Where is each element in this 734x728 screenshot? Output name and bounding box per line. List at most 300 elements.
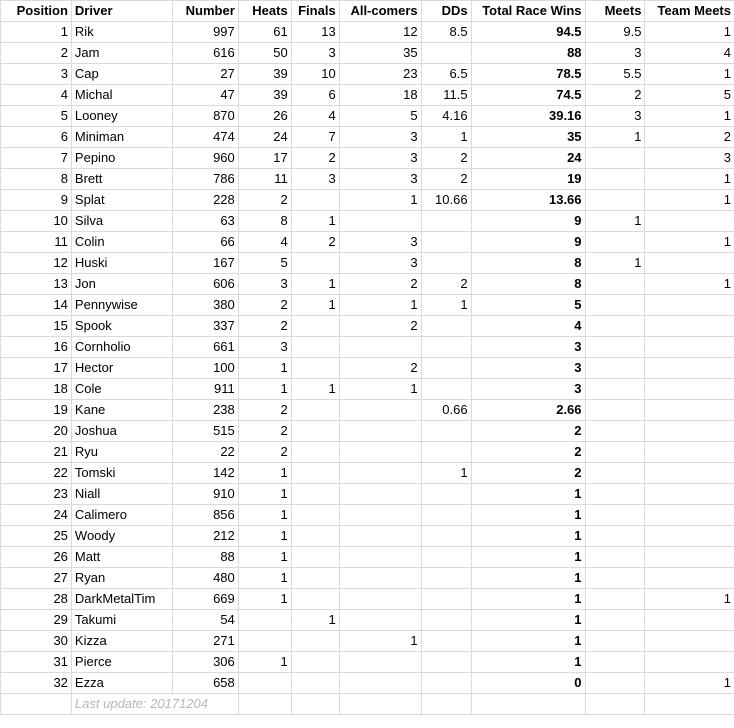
team-meets-cell[interactable]	[645, 463, 734, 484]
position-cell[interactable]: 9	[1, 190, 72, 211]
meets-cell[interactable]	[585, 547, 645, 568]
team-meets-cell[interactable]: 1	[645, 169, 734, 190]
total-race-wins-cell[interactable]: 13.66	[471, 190, 585, 211]
dds-cell[interactable]: 1	[421, 463, 471, 484]
finals-cell[interactable]	[291, 190, 339, 211]
number-cell[interactable]: 997	[172, 22, 238, 43]
finals-cell[interactable]: 1	[291, 379, 339, 400]
number-cell[interactable]: 47	[172, 85, 238, 106]
finals-cell[interactable]	[291, 673, 339, 694]
last-update-note[interactable]: Last update: 20171204	[71, 694, 238, 715]
meets-cell[interactable]	[585, 316, 645, 337]
heats-cell[interactable]: 39	[238, 64, 291, 85]
finals-cell[interactable]: 3	[291, 43, 339, 64]
total-race-wins-cell[interactable]: 1	[471, 652, 585, 673]
finals-cell[interactable]	[291, 505, 339, 526]
total-race-wins-cell[interactable]: 4	[471, 316, 585, 337]
position-cell[interactable]: 27	[1, 568, 72, 589]
heats-cell[interactable]: 2	[238, 400, 291, 421]
all-comers-cell[interactable]: 23	[339, 64, 421, 85]
dds-cell[interactable]: 4.16	[421, 106, 471, 127]
team-meets-cell[interactable]	[645, 526, 734, 547]
team-meets-cell[interactable]	[645, 442, 734, 463]
empty-cell[interactable]	[471, 694, 585, 715]
all-comers-cell[interactable]: 3	[339, 169, 421, 190]
dds-cell[interactable]	[421, 652, 471, 673]
driver-cell[interactable]: Jon	[71, 274, 172, 295]
number-cell[interactable]: 100	[172, 358, 238, 379]
number-cell[interactable]: 306	[172, 652, 238, 673]
all-comers-cell[interactable]	[339, 484, 421, 505]
driver-cell[interactable]: Cornholio	[71, 337, 172, 358]
team-meets-cell[interactable]: 1	[645, 589, 734, 610]
all-comers-cell[interactable]	[339, 673, 421, 694]
heats-cell[interactable]: 1	[238, 589, 291, 610]
position-cell[interactable]: 10	[1, 211, 72, 232]
driver-cell[interactable]: Pennywise	[71, 295, 172, 316]
meets-cell[interactable]	[585, 505, 645, 526]
dds-cell[interactable]	[421, 211, 471, 232]
team-meets-cell[interactable]: 2	[645, 127, 734, 148]
dds-cell[interactable]	[421, 442, 471, 463]
heats-cell[interactable]: 2	[238, 316, 291, 337]
col-header-driver[interactable]: Driver	[71, 1, 172, 22]
finals-cell[interactable]: 13	[291, 22, 339, 43]
total-race-wins-cell[interactable]: 0	[471, 673, 585, 694]
total-race-wins-cell[interactable]: 19	[471, 169, 585, 190]
position-cell[interactable]: 8	[1, 169, 72, 190]
total-race-wins-cell[interactable]: 88	[471, 43, 585, 64]
number-cell[interactable]: 474	[172, 127, 238, 148]
position-cell[interactable]: 24	[1, 505, 72, 526]
driver-cell[interactable]: Huski	[71, 253, 172, 274]
meets-cell[interactable]	[585, 589, 645, 610]
all-comers-cell[interactable]: 1	[339, 190, 421, 211]
number-cell[interactable]: 167	[172, 253, 238, 274]
team-meets-cell[interactable]: 5	[645, 85, 734, 106]
col-header-all-comers[interactable]: All-comers	[339, 1, 421, 22]
total-race-wins-cell[interactable]: 1	[471, 589, 585, 610]
number-cell[interactable]: 669	[172, 589, 238, 610]
team-meets-cell[interactable]	[645, 505, 734, 526]
all-comers-cell[interactable]	[339, 505, 421, 526]
team-meets-cell[interactable]	[645, 337, 734, 358]
position-cell[interactable]: 12	[1, 253, 72, 274]
total-race-wins-cell[interactable]: 2	[471, 442, 585, 463]
number-cell[interactable]: 88	[172, 547, 238, 568]
finals-cell[interactable]: 6	[291, 85, 339, 106]
position-cell[interactable]: 22	[1, 463, 72, 484]
number-cell[interactable]: 142	[172, 463, 238, 484]
all-comers-cell[interactable]: 12	[339, 22, 421, 43]
number-cell[interactable]: 66	[172, 232, 238, 253]
all-comers-cell[interactable]	[339, 610, 421, 631]
heats-cell[interactable]: 1	[238, 463, 291, 484]
number-cell[interactable]: 960	[172, 148, 238, 169]
driver-cell[interactable]: Cap	[71, 64, 172, 85]
heats-cell[interactable]: 2	[238, 295, 291, 316]
driver-cell[interactable]: Michal	[71, 85, 172, 106]
meets-cell[interactable]	[585, 400, 645, 421]
number-cell[interactable]: 238	[172, 400, 238, 421]
finals-cell[interactable]	[291, 442, 339, 463]
team-meets-cell[interactable]	[645, 547, 734, 568]
number-cell[interactable]: 63	[172, 211, 238, 232]
meets-cell[interactable]	[585, 421, 645, 442]
team-meets-cell[interactable]	[645, 484, 734, 505]
all-comers-cell[interactable]: 1	[339, 295, 421, 316]
heats-cell[interactable]: 39	[238, 85, 291, 106]
col-header-finals[interactable]: Finals	[291, 1, 339, 22]
driver-cell[interactable]: Matt	[71, 547, 172, 568]
team-meets-cell[interactable]: 1	[645, 22, 734, 43]
meets-cell[interactable]: 1	[585, 127, 645, 148]
number-cell[interactable]: 22	[172, 442, 238, 463]
total-race-wins-cell[interactable]: 1	[471, 526, 585, 547]
team-meets-cell[interactable]	[645, 652, 734, 673]
dds-cell[interactable]: 0.66	[421, 400, 471, 421]
dds-cell[interactable]: 6.5	[421, 64, 471, 85]
finals-cell[interactable]	[291, 400, 339, 421]
dds-cell[interactable]: 1	[421, 295, 471, 316]
driver-cell[interactable]: Tomski	[71, 463, 172, 484]
finals-cell[interactable]	[291, 547, 339, 568]
dds-cell[interactable]	[421, 526, 471, 547]
position-cell[interactable]: 20	[1, 421, 72, 442]
heats-cell[interactable]: 2	[238, 442, 291, 463]
total-race-wins-cell[interactable]: 1	[471, 631, 585, 652]
position-cell[interactable]: 23	[1, 484, 72, 505]
position-cell[interactable]: 32	[1, 673, 72, 694]
heats-cell[interactable]: 8	[238, 211, 291, 232]
empty-cell[interactable]	[339, 694, 421, 715]
driver-cell[interactable]: Kane	[71, 400, 172, 421]
finals-cell[interactable]	[291, 337, 339, 358]
driver-cell[interactable]: Ryan	[71, 568, 172, 589]
team-meets-cell[interactable]	[645, 421, 734, 442]
heats-cell[interactable]	[238, 673, 291, 694]
team-meets-cell[interactable]	[645, 610, 734, 631]
position-cell[interactable]: 5	[1, 106, 72, 127]
meets-cell[interactable]	[585, 379, 645, 400]
heats-cell[interactable]: 2	[238, 421, 291, 442]
dds-cell[interactable]	[421, 484, 471, 505]
meets-cell[interactable]: 5.5	[585, 64, 645, 85]
all-comers-cell[interactable]: 3	[339, 148, 421, 169]
finals-cell[interactable]	[291, 484, 339, 505]
finals-cell[interactable]	[291, 652, 339, 673]
position-cell[interactable]: 6	[1, 127, 72, 148]
number-cell[interactable]: 228	[172, 190, 238, 211]
col-header-total-race-wins[interactable]: Total Race Wins	[471, 1, 585, 22]
number-cell[interactable]: 271	[172, 631, 238, 652]
number-cell[interactable]: 27	[172, 64, 238, 85]
meets-cell[interactable]	[585, 337, 645, 358]
dds-cell[interactable]	[421, 631, 471, 652]
position-cell[interactable]: 4	[1, 85, 72, 106]
all-comers-cell[interactable]	[339, 589, 421, 610]
driver-cell[interactable]: DarkMetalTim	[71, 589, 172, 610]
finals-cell[interactable]: 1	[291, 211, 339, 232]
total-race-wins-cell[interactable]: 2	[471, 463, 585, 484]
empty-cell[interactable]	[645, 694, 734, 715]
finals-cell[interactable]: 2	[291, 232, 339, 253]
team-meets-cell[interactable]: 3	[645, 148, 734, 169]
dds-cell[interactable]	[421, 568, 471, 589]
position-cell[interactable]: 25	[1, 526, 72, 547]
col-header-heats[interactable]: Heats	[238, 1, 291, 22]
position-cell[interactable]: 31	[1, 652, 72, 673]
number-cell[interactable]: 616	[172, 43, 238, 64]
total-race-wins-cell[interactable]: 5	[471, 295, 585, 316]
all-comers-cell[interactable]	[339, 400, 421, 421]
col-header-team-meets[interactable]: Team Meets	[645, 1, 734, 22]
total-race-wins-cell[interactable]: 1	[471, 484, 585, 505]
dds-cell[interactable]: 2	[421, 169, 471, 190]
position-cell[interactable]: 29	[1, 610, 72, 631]
number-cell[interactable]: 480	[172, 568, 238, 589]
team-meets-cell[interactable]: 1	[645, 190, 734, 211]
number-cell[interactable]: 870	[172, 106, 238, 127]
total-race-wins-cell[interactable]: 2.66	[471, 400, 585, 421]
driver-cell[interactable]: Brett	[71, 169, 172, 190]
position-cell[interactable]: 14	[1, 295, 72, 316]
meets-cell[interactable]	[585, 169, 645, 190]
driver-cell[interactable]: Woody	[71, 526, 172, 547]
total-race-wins-cell[interactable]: 2	[471, 421, 585, 442]
number-cell[interactable]: 54	[172, 610, 238, 631]
total-race-wins-cell[interactable]: 78.5	[471, 64, 585, 85]
heats-cell[interactable]: 61	[238, 22, 291, 43]
heats-cell[interactable]: 4	[238, 232, 291, 253]
total-race-wins-cell[interactable]: 35	[471, 127, 585, 148]
total-race-wins-cell[interactable]: 24	[471, 148, 585, 169]
position-cell[interactable]: 26	[1, 547, 72, 568]
team-meets-cell[interactable]	[645, 631, 734, 652]
all-comers-cell[interactable]	[339, 568, 421, 589]
all-comers-cell[interactable]: 1	[339, 631, 421, 652]
team-meets-cell[interactable]	[645, 253, 734, 274]
col-header-dds[interactable]: DDs	[421, 1, 471, 22]
total-race-wins-cell[interactable]: 9	[471, 211, 585, 232]
team-meets-cell[interactable]: 1	[645, 232, 734, 253]
team-meets-cell[interactable]: 4	[645, 43, 734, 64]
heats-cell[interactable]: 50	[238, 43, 291, 64]
finals-cell[interactable]: 7	[291, 127, 339, 148]
total-race-wins-cell[interactable]: 3	[471, 358, 585, 379]
col-header-meets[interactable]: Meets	[585, 1, 645, 22]
finals-cell[interactable]: 3	[291, 169, 339, 190]
all-comers-cell[interactable]: 3	[339, 253, 421, 274]
dds-cell[interactable]	[421, 673, 471, 694]
dds-cell[interactable]	[421, 589, 471, 610]
position-cell[interactable]: 3	[1, 64, 72, 85]
dds-cell[interactable]: 8.5	[421, 22, 471, 43]
heats-cell[interactable]: 1	[238, 526, 291, 547]
team-meets-cell[interactable]	[645, 316, 734, 337]
number-cell[interactable]: 515	[172, 421, 238, 442]
heats-cell[interactable]: 3	[238, 337, 291, 358]
team-meets-cell[interactable]	[645, 379, 734, 400]
all-comers-cell[interactable]	[339, 652, 421, 673]
all-comers-cell[interactable]: 2	[339, 358, 421, 379]
meets-cell[interactable]: 3	[585, 43, 645, 64]
heats-cell[interactable]	[238, 610, 291, 631]
heats-cell[interactable]: 1	[238, 568, 291, 589]
total-race-wins-cell[interactable]: 1	[471, 610, 585, 631]
total-race-wins-cell[interactable]: 39.16	[471, 106, 585, 127]
dds-cell[interactable]	[421, 253, 471, 274]
finals-cell[interactable]: 10	[291, 64, 339, 85]
number-cell[interactable]: 786	[172, 169, 238, 190]
total-race-wins-cell[interactable]: 8	[471, 274, 585, 295]
driver-cell[interactable]: Takumi	[71, 610, 172, 631]
driver-cell[interactable]: Colin	[71, 232, 172, 253]
all-comers-cell[interactable]: 2	[339, 316, 421, 337]
finals-cell[interactable]	[291, 568, 339, 589]
team-meets-cell[interactable]	[645, 568, 734, 589]
meets-cell[interactable]	[585, 295, 645, 316]
all-comers-cell[interactable]	[339, 463, 421, 484]
team-meets-cell[interactable]	[645, 295, 734, 316]
dds-cell[interactable]	[421, 316, 471, 337]
heats-cell[interactable]: 2	[238, 190, 291, 211]
driver-cell[interactable]: Rik	[71, 22, 172, 43]
heats-cell[interactable]: 1	[238, 547, 291, 568]
driver-cell[interactable]: Pierce	[71, 652, 172, 673]
dds-cell[interactable]: 1	[421, 127, 471, 148]
heats-cell[interactable]: 1	[238, 358, 291, 379]
finals-cell[interactable]: 2	[291, 148, 339, 169]
empty-cell[interactable]	[238, 694, 291, 715]
driver-cell[interactable]: Silva	[71, 211, 172, 232]
driver-cell[interactable]: Ezza	[71, 673, 172, 694]
dds-cell[interactable]: 2	[421, 274, 471, 295]
team-meets-cell[interactable]	[645, 400, 734, 421]
heats-cell[interactable]: 24	[238, 127, 291, 148]
driver-cell[interactable]: Calimero	[71, 505, 172, 526]
all-comers-cell[interactable]	[339, 337, 421, 358]
finals-cell[interactable]	[291, 316, 339, 337]
meets-cell[interactable]	[585, 463, 645, 484]
position-cell[interactable]: 13	[1, 274, 72, 295]
number-cell[interactable]: 661	[172, 337, 238, 358]
col-header-position[interactable]: Position	[1, 1, 72, 22]
dds-cell[interactable]	[421, 421, 471, 442]
position-cell[interactable]: 18	[1, 379, 72, 400]
dds-cell[interactable]	[421, 43, 471, 64]
meets-cell[interactable]	[585, 652, 645, 673]
dds-cell[interactable]: 11.5	[421, 85, 471, 106]
all-comers-cell[interactable]	[339, 547, 421, 568]
total-race-wins-cell[interactable]: 1	[471, 568, 585, 589]
driver-cell[interactable]: Splat	[71, 190, 172, 211]
team-meets-cell[interactable]: 1	[645, 274, 734, 295]
total-race-wins-cell[interactable]: 1	[471, 505, 585, 526]
meets-cell[interactable]	[585, 442, 645, 463]
finals-cell[interactable]	[291, 421, 339, 442]
meets-cell[interactable]	[585, 358, 645, 379]
total-race-wins-cell[interactable]: 8	[471, 253, 585, 274]
all-comers-cell[interactable]: 3	[339, 232, 421, 253]
driver-cell[interactable]: Jam	[71, 43, 172, 64]
dds-cell[interactable]	[421, 505, 471, 526]
total-race-wins-cell[interactable]: 3	[471, 379, 585, 400]
heats-cell[interactable]: 3	[238, 274, 291, 295]
number-cell[interactable]: 212	[172, 526, 238, 547]
finals-cell[interactable]: 1	[291, 610, 339, 631]
heats-cell[interactable]: 11	[238, 169, 291, 190]
meets-cell[interactable]: 1	[585, 253, 645, 274]
driver-cell[interactable]: Joshua	[71, 421, 172, 442]
meets-cell[interactable]	[585, 610, 645, 631]
total-race-wins-cell[interactable]: 3	[471, 337, 585, 358]
position-cell[interactable]: 1	[1, 22, 72, 43]
all-comers-cell[interactable]	[339, 421, 421, 442]
meets-cell[interactable]	[585, 274, 645, 295]
dds-cell[interactable]	[421, 358, 471, 379]
dds-cell[interactable]: 2	[421, 148, 471, 169]
driver-cell[interactable]: Kizza	[71, 631, 172, 652]
position-cell[interactable]: 28	[1, 589, 72, 610]
empty-cell[interactable]	[1, 694, 72, 715]
all-comers-cell[interactable]: 18	[339, 85, 421, 106]
finals-cell[interactable]	[291, 526, 339, 547]
number-cell[interactable]: 910	[172, 484, 238, 505]
driver-cell[interactable]: Miniman	[71, 127, 172, 148]
finals-cell[interactable]	[291, 253, 339, 274]
position-cell[interactable]: 11	[1, 232, 72, 253]
heats-cell[interactable]	[238, 631, 291, 652]
position-cell[interactable]: 16	[1, 337, 72, 358]
finals-cell[interactable]	[291, 358, 339, 379]
team-meets-cell[interactable]	[645, 358, 734, 379]
all-comers-cell[interactable]: 2	[339, 274, 421, 295]
number-cell[interactable]: 658	[172, 673, 238, 694]
team-meets-cell[interactable]: 1	[645, 106, 734, 127]
position-cell[interactable]: 30	[1, 631, 72, 652]
heats-cell[interactable]: 1	[238, 505, 291, 526]
driver-cell[interactable]: Ryu	[71, 442, 172, 463]
all-comers-cell[interactable]	[339, 526, 421, 547]
meets-cell[interactable]: 9.5	[585, 22, 645, 43]
all-comers-cell[interactable]: 5	[339, 106, 421, 127]
finals-cell[interactable]: 1	[291, 295, 339, 316]
finals-cell[interactable]	[291, 589, 339, 610]
meets-cell[interactable]	[585, 148, 645, 169]
meets-cell[interactable]	[585, 232, 645, 253]
driver-cell[interactable]: Pepino	[71, 148, 172, 169]
position-cell[interactable]: 21	[1, 442, 72, 463]
heats-cell[interactable]: 26	[238, 106, 291, 127]
finals-cell[interactable]: 1	[291, 274, 339, 295]
position-cell[interactable]: 2	[1, 43, 72, 64]
team-meets-cell[interactable]	[645, 211, 734, 232]
dds-cell[interactable]	[421, 547, 471, 568]
meets-cell[interactable]	[585, 526, 645, 547]
meets-cell[interactable]	[585, 190, 645, 211]
heats-cell[interactable]: 1	[238, 652, 291, 673]
driver-cell[interactable]: Spook	[71, 316, 172, 337]
dds-cell[interactable]	[421, 337, 471, 358]
empty-cell[interactable]	[291, 694, 339, 715]
driver-cell[interactable]: Cole	[71, 379, 172, 400]
team-meets-cell[interactable]: 1	[645, 673, 734, 694]
position-cell[interactable]: 19	[1, 400, 72, 421]
meets-cell[interactable]	[585, 673, 645, 694]
driver-cell[interactable]: Looney	[71, 106, 172, 127]
number-cell[interactable]: 911	[172, 379, 238, 400]
